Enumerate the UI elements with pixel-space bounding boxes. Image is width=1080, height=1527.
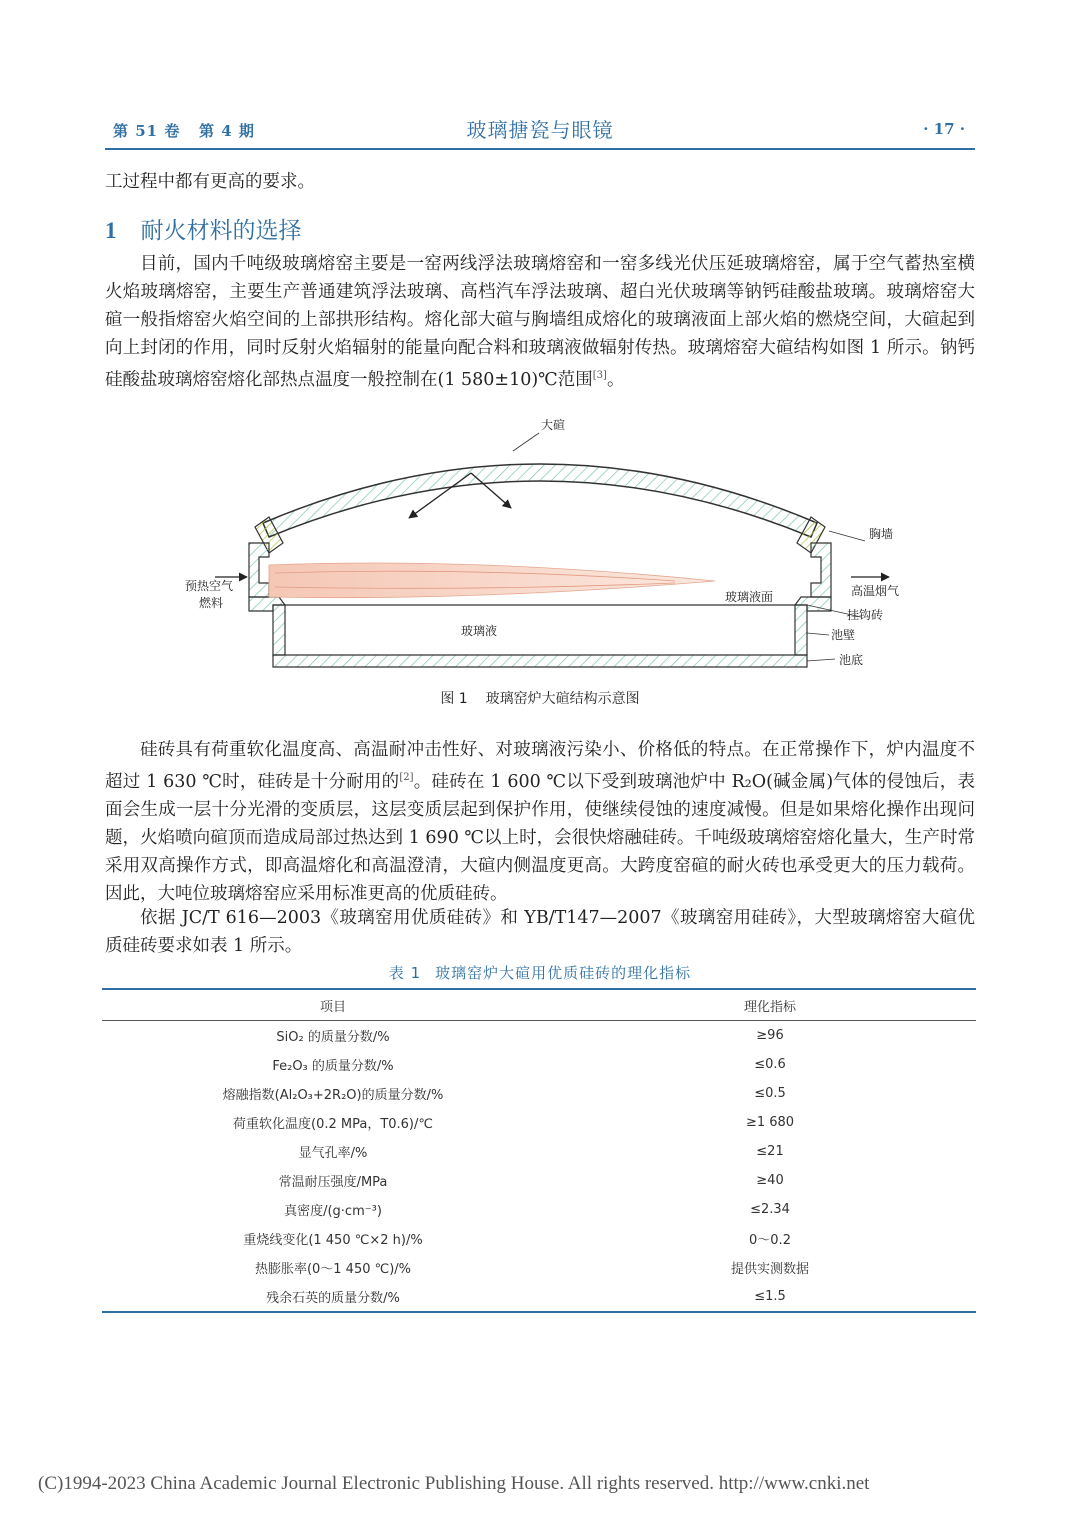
label-molten-glass: 玻璃液 [461,624,498,638]
copyright-footer: (C)1994-2023 China Academic Journal Electronic Publishing House. All rights reserved. http://www.cnki.net [38,1473,870,1494]
table-header-row [102,989,976,1021]
issue: 第 4 期 [199,122,255,140]
label-hook-brick: 挂钩砖 [847,608,884,622]
row-item: 显气孔率/% [298,1146,368,1161]
table-row [102,1195,976,1224]
row-value: 提供实测数据 [730,1262,809,1277]
row-value: ≥40 [756,1173,784,1188]
citation-ref[interactable]: [2] [399,772,414,783]
volume: 第 51 卷 [113,122,181,140]
paragraph-1-body: 目前，国内千吨级玻璃熔窑主要是一窑两线浮法玻璃熔窑和一窑多线光伏压延玻璃熔窑，属于空气蓄热室横火焰玻璃熔窑，主要生产普通建筑浮法玻璃、高档汽车浮法玻璃、超白光伏玻璃等钠钙硅酸盐玻璃。玻璃熔窑大碹一般指熔窑火焰空间的上部拱形结构。熔化部大碹与胸墙组成熔化的玻璃液面上部火焰的燃烧空间，大碹起到向上封闭的作用，同时反射火焰辐射的能量向配合料和玻璃液做辐射传热。玻璃熔窑大碹结构如图 1 所示。钠钙硅酸盐玻璃熔窑熔化部热点温度一般控制在(1 580±10)℃范围 [105,254,975,390]
label-breast-wall: 胸墙 [869,527,894,541]
table-label: 表 1 [388,964,422,982]
figure-caption [0,688,1080,708]
row-value: ≤21 [756,1144,784,1159]
paragraph-1 [105,250,975,394]
table-row [102,1079,976,1108]
section-number: 1 [105,218,117,243]
header-value: 理化指标 [564,989,976,1021]
paragraph-3-text: 依据 JC/T 616—2003《玻璃窑用优质硅砖》和 YB/T147—2007《玻璃窑用硅砖》，大型玻璃熔窑大碹优质硅砖要求如表 1 所示。 [105,908,975,956]
paragraph-2-end: 。硅砖在 1 600 ℃以下受到玻璃池炉中 R₂O(碱金属)气体的侵蚀后，表面会生成一层十分光滑的变质层，这层变质层起到保护作用，使继续侵蚀的速度减慢。但是如果熔化操作出现问题，火焰喷向碹顶而造成局部过热达到 1 690 ℃以上时，会很快熔融硅砖。千吨级玻璃熔窑熔化量大，生产时常采用双高操作方式，即高温熔化和高温澄清，大碹内侧温度更高。大跨度窑碹的耐火砖也承受更大的压力载荷。因此，大吨位玻璃熔窑应采用标准更高的优质硅砖。 [105,771,975,904]
properties-table [102,988,976,1313]
row-value: ≤0.5 [754,1086,786,1101]
paragraph-1-end: 。 [606,369,625,390]
crown-arch [263,464,817,537]
tank-wall-right [795,605,807,655]
paragraph-2-body: 硅砖具有荷重软化温度高、高温耐冲击性好、对玻璃液污染小、价格低的特点。在正常操作下，炉内温度不超过 1 630 ℃时，硅砖是十分耐用的 [105,740,975,792]
page-number: · 17 · [923,120,965,138]
table-row [102,1137,976,1166]
row-value: ≥1 680 [745,1115,795,1130]
label-glass-surface: 玻璃液面 [725,590,774,604]
table-row [102,1050,976,1079]
row-value: ≤2.34 [750,1202,790,1217]
figure-label: 图 1 [440,691,468,707]
paragraph-3 [105,904,975,960]
lead-text [105,168,975,196]
header-item: 项目 [102,989,564,1021]
flame [269,563,715,598]
row-item: 熔融指数(Al₂O₃+2R₂O)的质量分数/% [222,1088,444,1103]
paragraph-2 [105,736,975,908]
furnace-crown-diagram [175,415,905,675]
table-row [102,1166,976,1195]
citation-ref[interactable]: [3] [592,370,607,381]
label-tank-bottom: 池底 [839,653,864,667]
row-item: 真密度/(g·cm⁻³) [284,1204,382,1219]
label-flue-gas: 高温烟气 [851,584,900,598]
label-tank-wall: 池壁 [831,628,856,642]
figure-caption-text: 玻璃窑炉大碹结构示意图 [485,691,640,707]
table-caption [0,962,1080,983]
table-row [102,1253,976,1282]
row-item: 荷重软化温度(0.2 MPa，T0.6)/℃ [233,1117,433,1132]
label-fuel: 燃料 [199,596,224,610]
section-heading [105,212,302,245]
left-breast-wall [249,543,269,597]
row-item: 常温耐压强度/MPa [278,1175,388,1190]
section-title: 耐火材料的选择 [140,218,302,244]
row-item: 残余石英的质量分数/% [102,1282,564,1312]
row-value: ≥96 [756,1028,784,1043]
row-item: 重烧线变化(1 450 ℃×2 h)/% [243,1233,423,1248]
table-row [102,1108,976,1137]
row-item: SiO₂ 的质量分数/% [276,1030,390,1045]
tank-wall-left [273,605,285,655]
table-caption-text: 玻璃窑炉大碹用优质硅砖的理化指标 [435,964,692,982]
lead-line: 工过程中都有更高的要求。 [105,172,315,192]
running-header [105,110,975,150]
right-breast-wall [811,543,831,597]
table-row [102,1282,976,1312]
label-preheat-air: 预热空气 [185,579,234,593]
tank-bottom [273,655,807,667]
row-item: 热膨胀率(0～1 450 ℃)/% [254,1262,412,1277]
row-value: ≤1.5 [564,1282,976,1312]
paragraph-1-text [105,250,975,394]
journal-title: 玻璃搪瓷与眼镜 [466,118,614,142]
label-crown: 大碹 [541,418,566,432]
paragraph-2-text [105,736,975,908]
table-row [102,1021,976,1051]
table-row [102,1224,976,1253]
row-value: 0～0.2 [749,1233,791,1248]
row-value: ≤0.6 [754,1057,786,1072]
row-item: Fe₂O₃ 的质量分数/% [272,1059,394,1074]
